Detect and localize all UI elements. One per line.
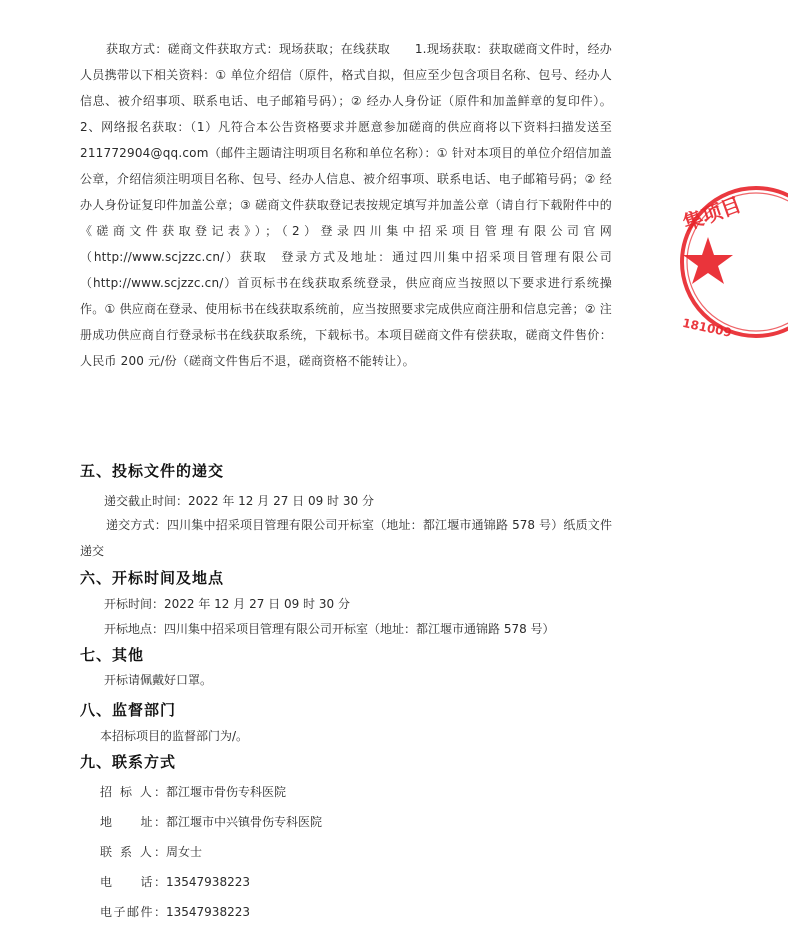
contact-label: 地 址： xyxy=(100,815,166,829)
contact-label: 电子邮件： xyxy=(100,905,166,919)
contact-value: 都江堰市中兴镇骨伤专科医院 xyxy=(166,815,323,829)
contact-value: 周女士 xyxy=(166,845,203,859)
contact-email xyxy=(100,903,250,921)
seal-star-icon xyxy=(683,237,733,284)
section7-heading: 七、其他 xyxy=(80,646,145,664)
section8-heading: 八、监督部门 xyxy=(80,701,177,719)
contact-person xyxy=(100,843,202,861)
contact-label: 联 系 人： xyxy=(100,845,166,859)
contact-value: 13547938223 xyxy=(166,875,250,889)
contact-address xyxy=(100,813,322,831)
contact-phone xyxy=(100,873,250,891)
submission-deadline: 递交截止时间：2022 年 12 月 27 日 09 时 30 分 xyxy=(104,494,374,508)
section5-heading: 五、投标文件的递交 xyxy=(80,462,225,480)
contact-label: 电 话： xyxy=(100,875,166,889)
contact-tenderer xyxy=(100,783,286,801)
section9-heading: 九、联系方式 xyxy=(80,753,177,771)
opening-time: 开标时间：2022 年 12 月 27 日 09 时 30 分 xyxy=(104,597,350,611)
procurement-paragraph: 获取方式：磋商文件获取方式：现场获取；在线获取 1.现场获取：获取磋商文件时，经办人员携带以下相关资料：① 单位介绍信（原件，格式自拟，但应至少包含项目名称、包号、经办人信息、被介绍事项、联系电话、电子邮箱号码）；② 经办人身份证（原件和加盖鲜章的复印件）。2、网络报名获取：（1）凡符合本公告资格要求并愿意参加磋商的供应商将以下资料扫描发送至 211772904@qq.com（邮件主题请注明项目名称和单位名称）：① 针对本项目的单位介绍信加盖公章，介绍信须注明项目名称、包号、经办人信息、被介绍事项、联系电话、电子邮箱号码；② 经办人身份证复印件加盖公章；③ 磋商文件获取登记表按规定填写并加盖公章（请自行下载附件中的《磋商文件获取登记表》）；（2）登录四川集中招采项目管理有限公司官网（http://www.scjzzc.cn/）获取 登录方式及地址：通过四川集中招采项目管理有限公司（http://www.scjzzc.cn/）首页标书在线获取系统登录，供应商应当按照以下要求进行系统操作。① 供应商在登录、使用标书在线获取系统前，应当按照要求完成供应商注册和信息完善；② 注册成功供应商自行登录标书在线获取系统，下载标书。本项目磋商文件有偿获取，磋商文件售价：人民币 200 元/份（磋商文件售后不退，磋商资格不能转让）。 xyxy=(80,42,612,368)
svg-text:181009: 181009 xyxy=(681,315,734,340)
opening-place: 开标地点：四川集中招采项目管理有限公司开标室（地址：都江堰市通锦路 578 号） xyxy=(104,622,555,636)
contact-label: 招 标 人： xyxy=(100,785,166,799)
company-seal-stamp xyxy=(678,182,788,342)
contact-value: 13547938223 xyxy=(166,905,250,919)
other-notice: 开标请佩戴好口罩。 xyxy=(104,673,213,687)
section6-heading: 六、开标时间及地点 xyxy=(80,569,225,587)
supervision-text: 本招标项目的监督部门为/。 xyxy=(100,729,249,743)
contact-value: 都江堰市骨伤专科医院 xyxy=(166,785,287,799)
submission-method: 递交方式：四川集中招采项目管理有限公司开标室（地址：都江堰市通锦路 578 号）纸质文件递交 xyxy=(80,518,612,558)
svg-text:集项目: 集项目 xyxy=(679,192,745,236)
